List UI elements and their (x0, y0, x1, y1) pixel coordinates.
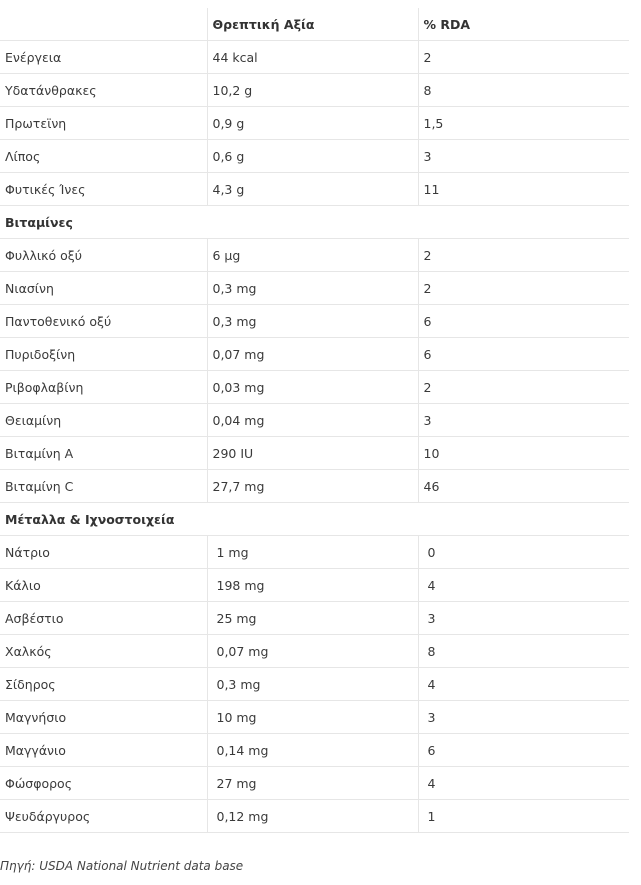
nutrient-name: Βιταμίνη Α (0, 437, 207, 470)
nutrient-value: 10,2 g (207, 74, 418, 107)
nutrient-value: 198 mg (207, 569, 418, 602)
table-row (0, 635, 629, 668)
nutrient-rda: 3 (418, 701, 629, 734)
nutrient-name: Βιταμίνη C (0, 470, 207, 503)
nutrient-name: Ριβοφλαβίνη (0, 371, 207, 404)
section-row-vitamins (0, 206, 629, 239)
nutrient-rda: 4 (418, 569, 629, 602)
table-row (0, 140, 629, 173)
nutrition-table (0, 8, 629, 833)
nutrient-value: 0,9 g (207, 107, 418, 140)
nutrient-name: Μαγνήσιο (0, 701, 207, 734)
nutrient-rda: 6 (418, 734, 629, 767)
nutrient-rda: 6 (418, 305, 629, 338)
nutrient-rda: 3 (418, 140, 629, 173)
nutrient-name: Ασβέστιο (0, 602, 207, 635)
nutrient-value: 4,3 g (207, 173, 418, 206)
nutrient-name: Κάλιο (0, 569, 207, 602)
table-row (0, 74, 629, 107)
nutrient-rda: 4 (418, 767, 629, 800)
nutrient-value: 0,04 mg (207, 404, 418, 437)
nutrient-value: 0,14 mg (207, 734, 418, 767)
nutrient-rda: 6 (418, 338, 629, 371)
nutrient-name: Πρωτεϊνη (0, 107, 207, 140)
nutrient-rda: 3 (418, 602, 629, 635)
nutrient-rda: 1,5 (418, 107, 629, 140)
table-row (0, 272, 629, 305)
nutrient-value: 27 mg (207, 767, 418, 800)
nutrient-value: 0,3 mg (207, 668, 418, 701)
nutrient-name: Νάτριο (0, 536, 207, 569)
table-row (0, 800, 629, 833)
table-row (0, 404, 629, 437)
table-row (0, 305, 629, 338)
nutrient-value: 0,6 g (207, 140, 418, 173)
nutrient-value: 0,07 mg (207, 338, 418, 371)
nutrient-rda: 8 (418, 635, 629, 668)
table-row (0, 371, 629, 404)
nutrient-name: Ενέργεια (0, 41, 207, 74)
nutrient-name: Λίπος (0, 140, 207, 173)
nutrient-rda: 2 (418, 272, 629, 305)
nutrient-rda: 4 (418, 668, 629, 701)
nutrient-value: 0,3 mg (207, 272, 418, 305)
nutrient-value: 27,7 mg (207, 470, 418, 503)
header-cell: % RDA (418, 8, 629, 41)
nutrient-rda: 2 (418, 41, 629, 74)
nutrient-value: 25 mg (207, 602, 418, 635)
nutrient-name: Φυτικές Ίνες (0, 173, 207, 206)
nutrient-value: 44 kcal (207, 41, 418, 74)
nutrient-rda: 2 (418, 371, 629, 404)
nutrient-name: Υδατάνθρακες (0, 74, 207, 107)
nutrient-name: Χαλκός (0, 635, 207, 668)
nutrient-rda: 3 (418, 404, 629, 437)
table-row (0, 173, 629, 206)
table-row (0, 668, 629, 701)
nutrient-rda: 46 (418, 470, 629, 503)
nutrient-name: Νιασίνη (0, 272, 207, 305)
nutrient-value: 0,3 mg (207, 305, 418, 338)
nutrient-rda: 10 (418, 437, 629, 470)
table-row (0, 41, 629, 74)
nutrient-name: Παντοθενικό οξύ (0, 305, 207, 338)
table-row (0, 767, 629, 800)
nutrient-name: Μαγγάνιο (0, 734, 207, 767)
table-row (0, 734, 629, 767)
nutrient-value: 6 μg (207, 239, 418, 272)
table-row (0, 536, 629, 569)
nutrient-name: Φώσφορος (0, 767, 207, 800)
header-cell: Θρεπτική Αξία (207, 8, 418, 41)
table-header-row (0, 8, 629, 41)
nutrient-name: Θειαμίνη (0, 404, 207, 437)
nutrient-rda: 8 (418, 74, 629, 107)
table-row (0, 602, 629, 635)
nutrient-rda: 2 (418, 239, 629, 272)
nutrition-table-body (0, 8, 629, 833)
table-row (0, 470, 629, 503)
nutrient-name: Ψευδάργυρος (0, 800, 207, 833)
header-cell (0, 8, 207, 41)
nutrient-name: Σίδηρος (0, 668, 207, 701)
nutrient-rda: 0 (418, 536, 629, 569)
nutrient-value: 0,07 mg (207, 635, 418, 668)
nutrient-value: 290 IU (207, 437, 418, 470)
nutrient-name: Πυριδοξίνη (0, 338, 207, 371)
section-title: Μέταλλα & Ιχνοστοιχεία (0, 503, 629, 536)
nutrient-value: 10 mg (207, 701, 418, 734)
nutrient-name: Φυλλικό οξύ (0, 239, 207, 272)
table-row (0, 569, 629, 602)
nutrient-rda: 1 (418, 800, 629, 833)
source-note: Πηγή: USDA National Nutrient data base (0, 859, 244, 873)
table-row (0, 239, 629, 272)
nutrient-rda: 11 (418, 173, 629, 206)
nutrient-value: 0,12 mg (207, 800, 418, 833)
nutrient-value: 1 mg (207, 536, 418, 569)
table-row (0, 338, 629, 371)
table-row (0, 701, 629, 734)
section-row-minerals (0, 503, 629, 536)
table-row (0, 437, 629, 470)
nutrient-value: 0,03 mg (207, 371, 418, 404)
section-title: Βιταμίνες (0, 206, 629, 239)
table-row (0, 107, 629, 140)
